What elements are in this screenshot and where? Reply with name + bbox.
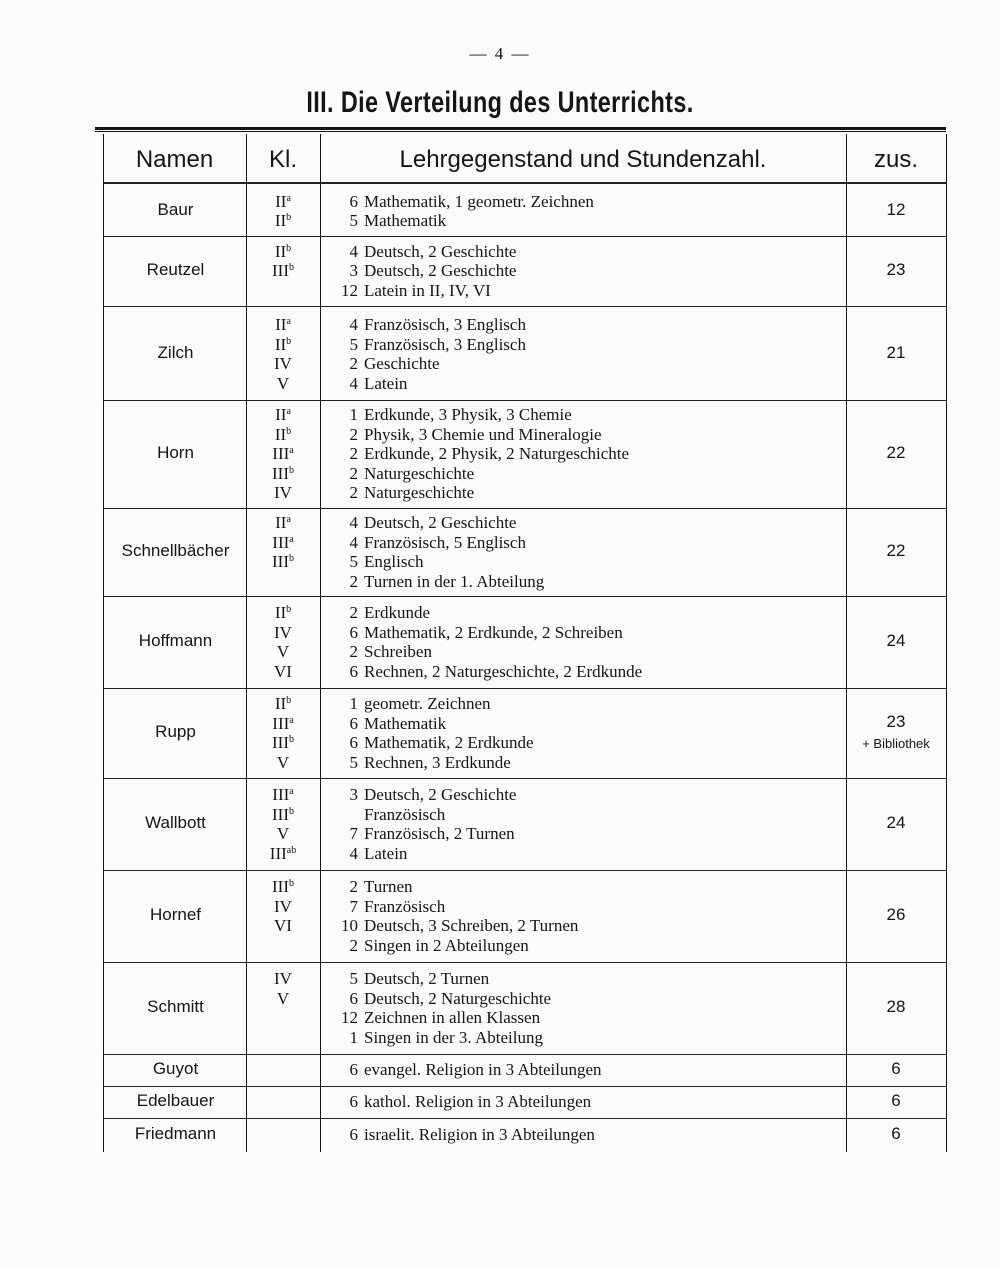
teacher-name: Hoffmann bbox=[138, 631, 213, 650]
total-hours: 12 bbox=[886, 200, 906, 219]
subject-text: Mathematik, 2 Erdkunde, 2 Schreiben bbox=[364, 622, 623, 642]
subject-line bbox=[330, 662, 842, 682]
class-label bbox=[246, 824, 320, 844]
hours-count: 3 bbox=[349, 785, 358, 804]
subject-text: Singen in der 3. Abteilung bbox=[364, 1027, 543, 1047]
class-numeral: III bbox=[272, 733, 289, 752]
subject-text: Turnen in der 1. Abteilung bbox=[364, 571, 545, 591]
class-label bbox=[246, 192, 320, 212]
subject-line bbox=[330, 315, 842, 335]
hours-count: 2 bbox=[349, 483, 358, 503]
hours-count: 4 bbox=[349, 373, 358, 393]
subject-text: Englisch bbox=[364, 552, 424, 571]
subject-text: Turnen bbox=[364, 877, 413, 896]
subject-text: Mathematik, 1 geometr. Zeichnen bbox=[364, 191, 594, 211]
hours-count: 2 bbox=[349, 354, 358, 373]
class-label bbox=[246, 315, 320, 335]
teacher-name: Zilch bbox=[157, 343, 194, 362]
subject-text: Physik, 3 Chemie und Mineralogie bbox=[364, 424, 602, 444]
hours-count: 5 bbox=[349, 334, 358, 354]
class-label bbox=[246, 989, 320, 1009]
teacher-name: Reutzel bbox=[146, 260, 205, 279]
class-division: b bbox=[288, 734, 294, 745]
subject-text: Geschichte bbox=[364, 354, 440, 373]
class-division: a bbox=[286, 316, 291, 327]
total-hours: 22 bbox=[886, 541, 906, 560]
subject-line bbox=[330, 1125, 842, 1145]
teacher-name: Friedmann bbox=[134, 1124, 217, 1143]
subject-text: Französisch, 3 Englisch bbox=[364, 315, 526, 334]
subject-line bbox=[330, 936, 842, 956]
total-hours: 23 bbox=[886, 260, 906, 279]
subject-line bbox=[330, 572, 842, 592]
subject-text: Deutsch, 2 Naturgeschichte bbox=[364, 988, 552, 1008]
hours-count: 7 bbox=[349, 824, 358, 843]
hours-count: 6 bbox=[349, 1060, 358, 1080]
subject-line bbox=[330, 1028, 842, 1048]
teacher-name: Schmitt bbox=[147, 997, 204, 1016]
hours-count: 6 bbox=[349, 733, 358, 752]
page-number: — 4 — bbox=[469, 44, 531, 63]
hours-count: 2 bbox=[349, 571, 358, 591]
subject-line bbox=[330, 989, 842, 1009]
class-label bbox=[246, 785, 320, 805]
header-subject: Lehrgegenstand und Stundenzahl. bbox=[399, 146, 767, 173]
subject-line bbox=[330, 1092, 842, 1112]
class-label bbox=[246, 405, 320, 425]
section-title: III. Die Verteilung des Unterrichts. bbox=[306, 86, 694, 119]
subject-text: Deutsch, 3 Schreiben, 2 Turnen bbox=[364, 916, 579, 935]
class-division: b bbox=[286, 335, 292, 347]
subject-text: Französisch, 2 Turnen bbox=[364, 824, 515, 843]
class-division: a bbox=[286, 514, 291, 525]
class-numeral: II bbox=[275, 513, 287, 532]
subject-line bbox=[330, 374, 842, 394]
hours-count: 10 bbox=[341, 916, 358, 935]
row-divider bbox=[103, 1054, 946, 1055]
subject-text: Deutsch, 2 Geschichte bbox=[364, 785, 517, 804]
hours-count: 2 bbox=[349, 935, 358, 955]
class-numeral: II bbox=[274, 241, 287, 261]
subject-line bbox=[330, 483, 842, 503]
class-numeral: III bbox=[272, 444, 290, 464]
row-divider bbox=[103, 400, 946, 401]
column-divider bbox=[320, 134, 321, 1152]
subject-text: Französisch, 5 Englisch bbox=[364, 532, 526, 552]
subject-line bbox=[330, 623, 842, 643]
hours-count: 1 bbox=[349, 405, 358, 425]
class-numeral: IV bbox=[274, 354, 292, 373]
column-divider bbox=[946, 134, 947, 1152]
subject-line bbox=[330, 916, 842, 936]
class-numeral: III bbox=[272, 804, 289, 824]
class-label bbox=[246, 969, 320, 989]
subject-text: Deutsch, 2 Geschichte bbox=[364, 261, 517, 281]
class-numeral: II bbox=[275, 191, 287, 211]
subject-text: Erdkunde, 3 Physik, 3 Chemie bbox=[364, 405, 572, 425]
hours-count: 6 bbox=[349, 713, 358, 733]
subject-line bbox=[330, 897, 842, 917]
class-numeral: IV bbox=[274, 969, 292, 988]
class-numeral: II bbox=[274, 424, 287, 444]
class-division: a bbox=[286, 192, 291, 204]
total-note: + Bibliothek bbox=[862, 736, 930, 751]
hours-count: 2 bbox=[349, 642, 358, 661]
class-label bbox=[246, 877, 320, 897]
subject-line bbox=[330, 733, 842, 753]
class-numeral: II bbox=[274, 334, 287, 354]
class-division: b bbox=[288, 262, 294, 274]
subject-text: israelit. Religion in 3 Abteilungen bbox=[364, 1125, 595, 1145]
subject-text: Französisch bbox=[364, 896, 446, 916]
class-numeral: II bbox=[274, 211, 287, 230]
class-numeral: III bbox=[269, 843, 287, 863]
class-division: b bbox=[288, 553, 294, 564]
hours-count: 2 bbox=[349, 463, 358, 483]
class-division: a bbox=[289, 533, 294, 545]
class-numeral: II bbox=[274, 603, 287, 622]
hours-count: 12 bbox=[341, 1008, 358, 1027]
class-label bbox=[246, 483, 320, 503]
subject-text: Deutsch, 2 Geschichte bbox=[364, 513, 517, 532]
row-divider bbox=[103, 778, 946, 779]
row-divider bbox=[103, 962, 946, 963]
teacher-name: Guyot bbox=[152, 1059, 199, 1078]
hours-count: 6 bbox=[349, 1092, 358, 1112]
class-label bbox=[246, 603, 320, 623]
subject-text: Deutsch, 2 Geschichte bbox=[364, 241, 517, 261]
hours-count: 6 bbox=[349, 191, 358, 211]
class-label bbox=[246, 694, 320, 714]
subject-line bbox=[330, 405, 842, 425]
total-hours: 6 bbox=[891, 1124, 901, 1143]
header-total: zus. bbox=[873, 146, 918, 173]
subject-text: Naturgeschichte bbox=[364, 483, 475, 503]
class-label bbox=[246, 335, 320, 355]
subject-line bbox=[330, 824, 842, 844]
class-label bbox=[246, 374, 320, 394]
subject-text: Latein bbox=[364, 843, 408, 863]
hours-count: 5 bbox=[349, 211, 358, 230]
hours-count: 3 bbox=[349, 261, 358, 281]
class-label bbox=[246, 513, 320, 533]
subject-text: Rechnen, 2 Naturgeschichte, 2 Erdkunde bbox=[364, 661, 643, 681]
class-label bbox=[246, 425, 320, 445]
row-divider bbox=[103, 870, 946, 871]
class-division: b bbox=[286, 604, 292, 615]
hours-count: 4 bbox=[349, 241, 358, 261]
hours-count: 12 bbox=[341, 280, 358, 300]
hours-count: 2 bbox=[349, 877, 358, 896]
hours-count: 4 bbox=[349, 315, 358, 334]
class-label bbox=[246, 805, 320, 825]
class-label bbox=[246, 444, 320, 464]
class-label bbox=[246, 261, 320, 281]
teacher-name: Baur bbox=[157, 200, 194, 219]
class-numeral: V bbox=[276, 752, 290, 772]
hours-count: 4 bbox=[349, 513, 358, 532]
total-hours: 6 bbox=[891, 1091, 901, 1110]
subject-line bbox=[330, 714, 842, 734]
teacher-name: Hornef bbox=[149, 905, 202, 924]
class-numeral: IV bbox=[274, 622, 292, 642]
class-numeral: III bbox=[272, 532, 290, 552]
header-rule bbox=[103, 182, 946, 184]
subject-line bbox=[330, 805, 842, 825]
total-hours: 28 bbox=[886, 997, 906, 1016]
class-division: b bbox=[288, 805, 294, 817]
subject-text: evangel. Religion in 3 Abteilungen bbox=[364, 1060, 602, 1080]
class-numeral: III bbox=[272, 785, 290, 804]
class-label bbox=[246, 897, 320, 917]
class-label bbox=[246, 642, 320, 662]
subject-text: Französisch, 3 Englisch bbox=[364, 334, 526, 354]
total-hours: 23 bbox=[886, 712, 906, 731]
subject-line bbox=[330, 335, 842, 355]
subject-text: Mathematik bbox=[364, 211, 447, 230]
class-numeral: V bbox=[276, 824, 290, 843]
subject-line bbox=[330, 354, 842, 374]
subject-line bbox=[330, 211, 842, 231]
subject-line bbox=[330, 603, 842, 623]
subject-line bbox=[330, 844, 842, 864]
subject-line bbox=[330, 261, 842, 281]
teacher-name: Wallbott bbox=[145, 813, 206, 832]
row-divider bbox=[103, 306, 946, 307]
class-numeral: IV bbox=[274, 483, 292, 503]
class-division: a bbox=[286, 406, 291, 418]
total-hours: 24 bbox=[886, 631, 906, 650]
class-label bbox=[246, 211, 320, 231]
total-hours: 26 bbox=[886, 905, 906, 924]
subject-line bbox=[330, 1060, 842, 1080]
hours-count: 2 bbox=[349, 424, 358, 444]
teacher-name: Rupp bbox=[155, 722, 196, 741]
class-numeral: V bbox=[276, 373, 290, 393]
class-numeral: II bbox=[275, 315, 287, 334]
subject-line bbox=[330, 464, 842, 484]
class-division: b bbox=[288, 878, 294, 889]
class-numeral: V bbox=[276, 988, 290, 1008]
subject-line bbox=[330, 425, 842, 445]
subject-line bbox=[330, 552, 842, 572]
class-numeral: III bbox=[272, 552, 289, 571]
class-label bbox=[246, 242, 320, 262]
subject-text: Rechnen, 3 Erdkunde bbox=[364, 752, 511, 772]
class-numeral: II bbox=[274, 694, 287, 713]
class-division: b bbox=[286, 242, 292, 254]
row-divider bbox=[103, 236, 946, 237]
header-class: Kl. bbox=[268, 146, 297, 173]
total-hours: 6 bbox=[891, 1059, 901, 1078]
teacher-name: Horn bbox=[157, 443, 194, 462]
subject-line bbox=[330, 785, 842, 805]
subject-text: Mathematik, 2 Erdkunde bbox=[364, 733, 534, 752]
subject-line bbox=[330, 877, 842, 897]
hours-count: 7 bbox=[349, 896, 358, 916]
subject-text: Naturgeschichte bbox=[364, 463, 475, 483]
subject-text: Erdkunde bbox=[364, 603, 431, 622]
row-divider bbox=[103, 688, 946, 689]
total-hours: 24 bbox=[886, 813, 906, 832]
hours-count: 6 bbox=[349, 1125, 358, 1145]
subject-line bbox=[330, 192, 842, 212]
subject-text: kathol. Religion in 3 Abteilungen bbox=[364, 1092, 592, 1112]
class-division: b bbox=[286, 212, 292, 223]
class-division: ab bbox=[286, 844, 297, 856]
class-label bbox=[246, 552, 320, 572]
teacher-name: Schnellbächer bbox=[121, 541, 230, 560]
hours-count: 5 bbox=[349, 752, 358, 772]
class-numeral: III bbox=[272, 877, 289, 896]
teacher-name: Edelbauer bbox=[136, 1091, 215, 1110]
total-hours: 21 bbox=[886, 343, 906, 362]
hours-count: 6 bbox=[349, 622, 358, 642]
subject-line bbox=[330, 281, 842, 301]
subject-text: Singen in 2 Abteilungen bbox=[364, 935, 529, 955]
class-division: b bbox=[286, 695, 292, 706]
hours-count: 6 bbox=[349, 661, 358, 681]
row-divider bbox=[103, 508, 946, 509]
hours-count: 2 bbox=[349, 603, 358, 622]
hours-count: 2 bbox=[349, 444, 358, 464]
class-numeral: VI bbox=[274, 916, 292, 935]
total-hours: 22 bbox=[886, 443, 906, 462]
hours-count: 6 bbox=[349, 988, 358, 1008]
hours-count: 1 bbox=[349, 694, 358, 713]
class-label bbox=[246, 533, 320, 553]
subject-text: Deutsch, 2 Turnen bbox=[364, 969, 490, 988]
subject-line bbox=[330, 753, 842, 773]
subject-line bbox=[330, 444, 842, 464]
class-label bbox=[246, 714, 320, 734]
subject-text: Latein in II, IV, VI bbox=[364, 280, 491, 300]
subject-text: geometr. Zeichnen bbox=[364, 694, 491, 713]
subject-line bbox=[330, 642, 842, 662]
hours-count: 4 bbox=[349, 532, 358, 552]
subject-line bbox=[330, 1008, 842, 1028]
class-label bbox=[246, 662, 320, 682]
row-divider bbox=[103, 596, 946, 597]
class-division: a bbox=[289, 714, 294, 726]
class-numeral: VI bbox=[274, 661, 292, 681]
class-numeral: IV bbox=[274, 896, 292, 916]
subject-text: Französisch bbox=[364, 804, 446, 824]
subject-text: Zeichnen in allen Klassen bbox=[364, 1008, 541, 1027]
class-numeral: III bbox=[272, 713, 290, 733]
class-label bbox=[246, 623, 320, 643]
class-numeral: III bbox=[272, 463, 289, 483]
subject-text: Latein bbox=[364, 373, 408, 393]
class-label bbox=[246, 464, 320, 484]
hours-count: 1 bbox=[349, 1027, 358, 1047]
class-division: b bbox=[288, 464, 294, 476]
class-label bbox=[246, 844, 320, 864]
subject-text: Schreiben bbox=[364, 642, 432, 661]
class-label bbox=[246, 733, 320, 753]
class-numeral: II bbox=[275, 405, 287, 425]
hours-count: 5 bbox=[349, 969, 358, 988]
subject-line bbox=[330, 694, 842, 714]
title-rule-thick bbox=[95, 127, 946, 130]
subject-line bbox=[330, 513, 842, 533]
row-divider bbox=[103, 1086, 946, 1087]
subject-text: Erdkunde, 2 Physik, 2 Naturgeschichte bbox=[364, 444, 630, 464]
class-label bbox=[246, 753, 320, 773]
class-numeral: III bbox=[272, 261, 289, 281]
class-label bbox=[246, 916, 320, 936]
class-label bbox=[246, 354, 320, 374]
subject-text: Mathematik bbox=[364, 713, 447, 733]
hours-count: 4 bbox=[349, 843, 358, 863]
header-name: Namen bbox=[135, 146, 214, 173]
hours-count: 5 bbox=[349, 552, 358, 571]
title-rule-thin bbox=[95, 131, 946, 132]
class-division: b bbox=[286, 425, 292, 437]
subject-line bbox=[330, 242, 842, 262]
class-division: a bbox=[289, 445, 294, 457]
class-division: a bbox=[289, 786, 294, 797]
subject-line bbox=[330, 533, 842, 553]
class-numeral: V bbox=[276, 642, 290, 661]
row-divider bbox=[103, 1118, 946, 1119]
subject-line bbox=[330, 969, 842, 989]
